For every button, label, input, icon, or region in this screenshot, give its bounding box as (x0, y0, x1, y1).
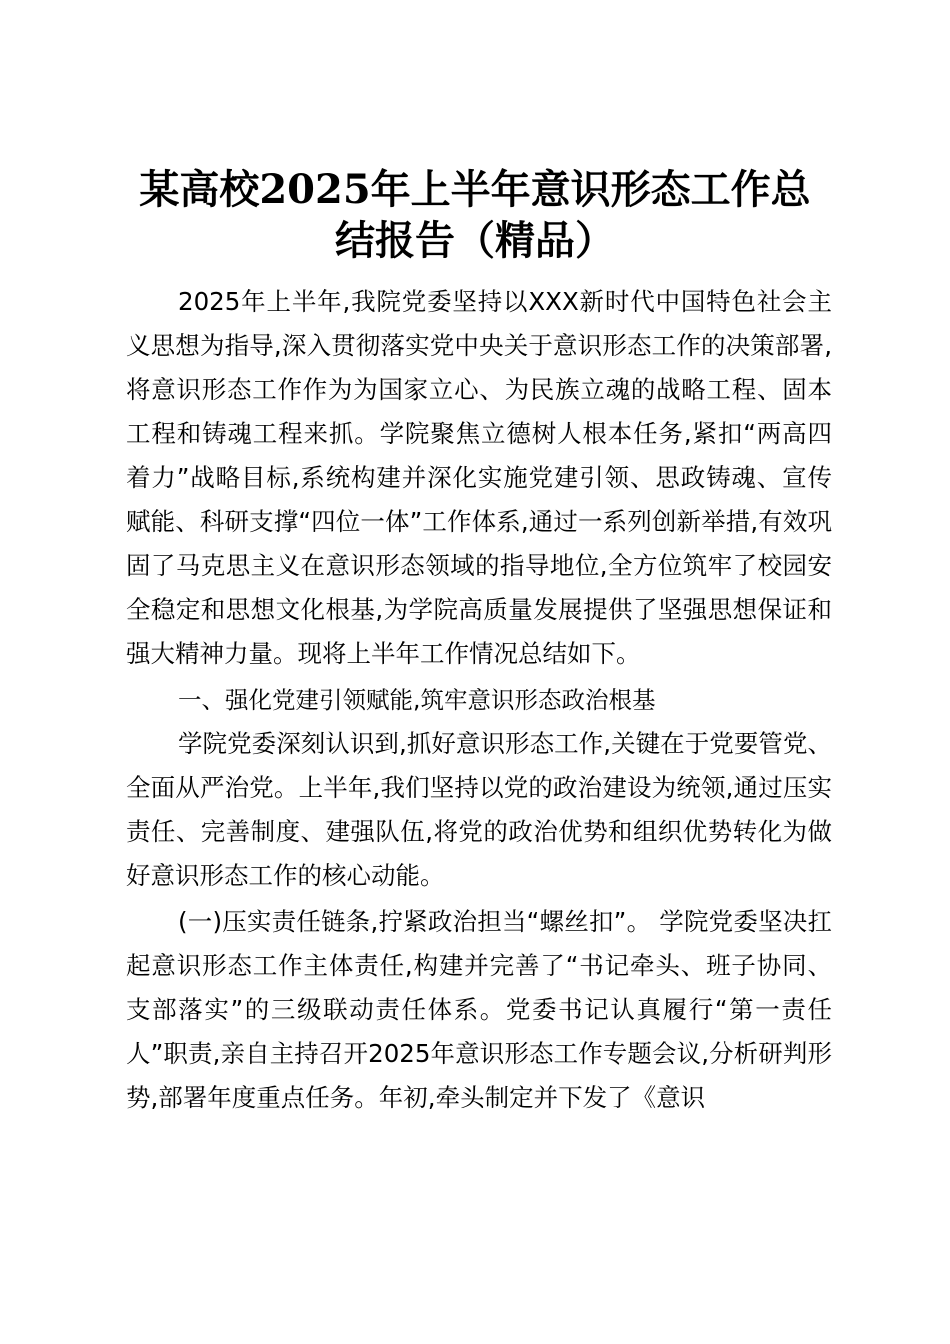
document-body (126, 280, 832, 1120)
section-body-paragraph: 学院党委深刻认识到,抓好意识形态工作,关键在于党要管党、全面从严治党。上半年,我们坚持以党的政治建设为统领,通过压实责任、完善制度、建强队伍,将党的政治优势和组织优势转化为做好意识形态工作的核心动能。 (126, 729, 832, 890)
section-item-paragraph: (一)压实责任链条,拧紧政治担当“螺丝扣”。 学院党委坚决扛起意识形态工作主体责任,构建并完善了“书记牵头、班子协同、支部落实”的三级联动责任体系。党委书记认真履行“第一责任人”职责,亲自主持召开2025年意识形态工作专题会议,分析研判形势,部署年度重点任务。年初,牵头制定并下发了《意识 (126, 907, 832, 1112)
document-title: 某高校2025年上半年意识形态工作总结报告（精品） (139, 166, 811, 264)
intro-paragraph: 2025年上半年,我院党委坚持以XXX新时代中国特色社会主义思想为指导,深入贯彻落实党中央关于意识形态工作的决策部署,将意识形态工作作为为国家立心、为民族立魂的战略工程、固本工程和铸魂工程来抓。学院聚焦立德树人根本任务,紧扣“两高四着力”战略目标,系统构建并深化实施党建引领、思政铸魂、宣传赋能、科研支撑“四位一体”工作体系,通过一系列创新举措,有效巩固了马克思主义在意识形态领域的指导地位,全方位筑牢了校园安全稳定和思想文化根基,为学院高质量发展提供了坚强思想保证和强大精神力量。现将上半年工作情况总结如下。 (126, 287, 832, 668)
section-heading: 一、强化党建引领赋能,筑牢意识形态政治根基 (178, 686, 656, 714)
